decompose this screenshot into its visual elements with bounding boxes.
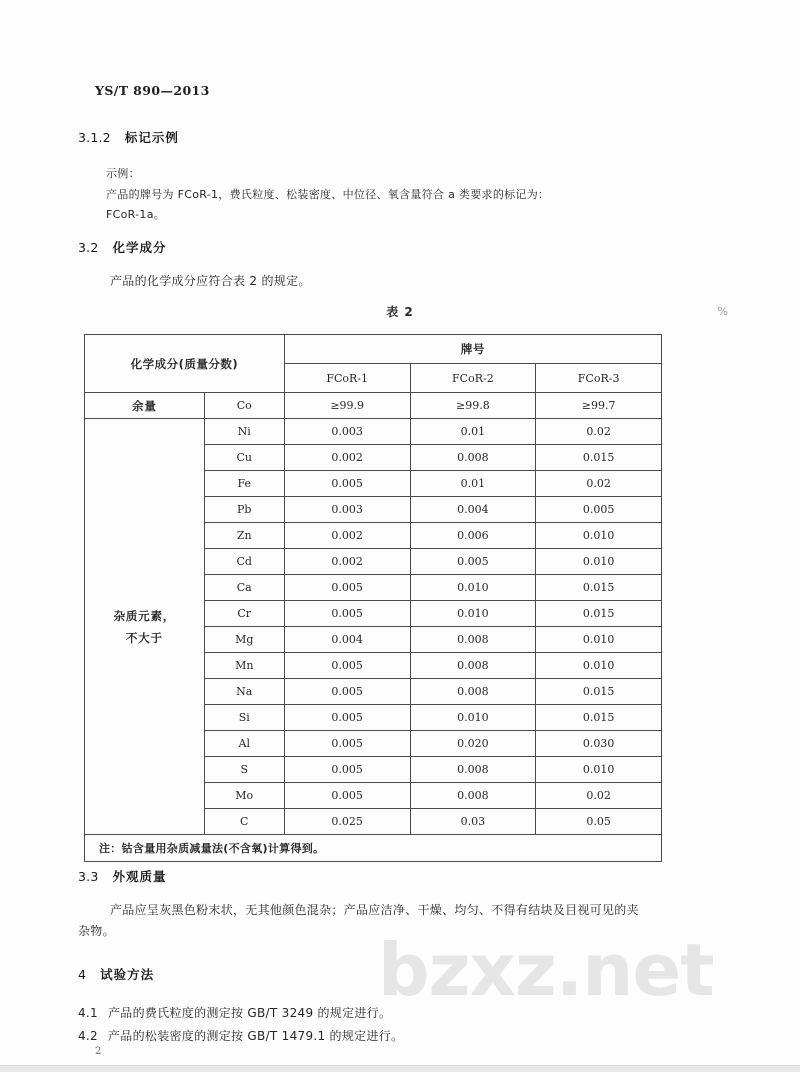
value-cell: 0.025 <box>284 809 410 835</box>
element-symbol: Zn <box>204 523 284 549</box>
element-symbol: Pb <box>204 497 284 523</box>
value-cell: 0.004 <box>410 497 536 523</box>
clause-title: 标记示例 <box>124 130 179 145</box>
group-label-impurity: 杂质元素， 不大于 <box>85 419 205 835</box>
example-line-1: 产品的牌号为 FCoR-1，费氏粒度、松装密度、中位径、氧含量符合 a 类要求的标记为： <box>106 188 550 201</box>
table-body <box>85 393 662 835</box>
appearance-body-line-1: 产品应呈灰黑色粉末状，无其他颜色混杂；产品应洁净、干燥、均匀、不得有结块及目视可见的夹 <box>110 903 639 917</box>
element-symbol: C <box>204 809 284 835</box>
value-cell: 0.008 <box>410 445 536 471</box>
element-symbol: Mo <box>204 783 284 809</box>
page-bottom-edge <box>0 1065 800 1072</box>
value-cell: ≥99.7 <box>536 393 662 419</box>
value-cell: 0.005 <box>410 549 536 575</box>
element-symbol: Ca <box>204 575 284 601</box>
group-label-balance: 余量 <box>85 393 205 419</box>
value-cell: 0.05 <box>536 809 662 835</box>
table-note-row <box>85 835 662 862</box>
clause-number: 4 <box>78 967 87 982</box>
header-composition: 化学成分(质量分数) <box>85 335 285 393</box>
site-watermark: bzxz.net <box>378 928 714 1012</box>
element-symbol: Al <box>204 731 284 757</box>
value-cell: 0.010 <box>410 601 536 627</box>
value-cell: 0.008 <box>410 627 536 653</box>
test-method-item-4-2 <box>78 1026 403 1047</box>
table-row <box>85 393 662 419</box>
example-label: 示例： <box>106 167 140 180</box>
value-cell: 0.015 <box>536 679 662 705</box>
value-cell: 0.005 <box>284 783 410 809</box>
value-cell: 0.02 <box>536 419 662 445</box>
value-cell: 0.006 <box>410 523 536 549</box>
value-cell: 0.015 <box>536 705 662 731</box>
value-cell: 0.002 <box>284 445 410 471</box>
value-cell: 0.005 <box>284 731 410 757</box>
item-number: 4.2 <box>78 1029 98 1043</box>
clause-number: 3.3 <box>78 869 99 884</box>
table-header-row-1 <box>85 335 662 364</box>
header-grade-fcor-2: FCoR-2 <box>410 364 536 393</box>
standard-number-header: YS/T 890—2013 <box>95 83 210 98</box>
table-row <box>85 419 662 445</box>
value-cell: 0.030 <box>536 731 662 757</box>
value-cell: 0.003 <box>284 497 410 523</box>
value-cell: 0.005 <box>284 653 410 679</box>
value-cell: 0.005 <box>284 679 410 705</box>
value-cell: 0.008 <box>410 679 536 705</box>
scan-edge-clip <box>662 330 668 830</box>
clause-title: 外观质量 <box>112 869 167 884</box>
element-symbol: Cd <box>204 549 284 575</box>
clause-title: 化学成分 <box>112 240 167 255</box>
value-cell: 0.002 <box>284 549 410 575</box>
element-symbol: Ni <box>204 419 284 445</box>
table-note: 注：钴含量用杂质减量法(不含氧)计算得到。 <box>85 835 662 862</box>
clause-number: 3.1.2 <box>78 130 111 145</box>
value-cell: 0.005 <box>284 575 410 601</box>
table-caption: 表 2 <box>386 305 414 319</box>
chemical-composition-body: 产品的化学成分应符合表 2 的规定。 <box>110 274 311 288</box>
element-symbol: Fe <box>204 471 284 497</box>
element-symbol: Mg <box>204 627 284 653</box>
value-cell: 0.005 <box>536 497 662 523</box>
value-cell: 0.005 <box>284 471 410 497</box>
header-grade-fcor-1: FCoR-1 <box>284 364 410 393</box>
header-grade-group: 牌号 <box>284 335 661 364</box>
value-cell: 0.003 <box>284 419 410 445</box>
clause-heading-3-2 <box>78 238 167 256</box>
clause-title: 试验方法 <box>100 967 155 982</box>
value-cell: ≥99.9 <box>284 393 410 419</box>
value-cell: 0.004 <box>284 627 410 653</box>
value-cell: 0.008 <box>410 783 536 809</box>
table-footer <box>85 835 662 862</box>
value-cell: 0.010 <box>536 653 662 679</box>
element-symbol: Mn <box>204 653 284 679</box>
value-cell: 0.005 <box>284 705 410 731</box>
value-cell: 0.03 <box>410 809 536 835</box>
appearance-body-line-2: 杂物。 <box>78 924 115 938</box>
clause-number: 3.2 <box>78 240 99 255</box>
value-cell: 0.005 <box>284 601 410 627</box>
item-text: 产品的松装密度的测定按 GB/T 1479.1 的规定进行。 <box>108 1029 404 1043</box>
value-cell: 0.010 <box>536 627 662 653</box>
element-symbol: Co <box>204 393 284 419</box>
value-cell: 0.015 <box>536 445 662 471</box>
element-symbol: Na <box>204 679 284 705</box>
value-cell: 0.002 <box>284 523 410 549</box>
value-cell: 0.010 <box>536 757 662 783</box>
value-cell: 0.010 <box>536 549 662 575</box>
page-number: 2 <box>95 1046 102 1057</box>
test-method-item-4-1 <box>78 1003 391 1024</box>
value-cell: 0.010 <box>410 705 536 731</box>
element-symbol: Cr <box>204 601 284 627</box>
clause-heading-3-1-2 <box>78 128 179 146</box>
value-cell: 0.02 <box>536 783 662 809</box>
value-cell: ≥99.8 <box>410 393 536 419</box>
value-cell: 0.015 <box>536 601 662 627</box>
element-symbol: Si <box>204 705 284 731</box>
item-text: 产品的费氏粒度的测定按 GB/T 3249 的规定进行。 <box>108 1006 392 1020</box>
value-cell: 0.008 <box>410 757 536 783</box>
clause-heading-3-3 <box>78 867 167 885</box>
element-symbol: S <box>204 757 284 783</box>
value-cell: 0.010 <box>410 575 536 601</box>
value-cell: 0.02 <box>536 471 662 497</box>
chemical-composition-table <box>84 334 662 862</box>
table-unit-label: % <box>717 305 728 318</box>
value-cell: 0.015 <box>536 575 662 601</box>
item-number: 4.1 <box>78 1006 98 1020</box>
element-symbol: Cu <box>204 445 284 471</box>
table-header <box>85 335 662 393</box>
value-cell: 0.010 <box>536 523 662 549</box>
value-cell: 0.005 <box>284 757 410 783</box>
header-grade-fcor-3: FCoR-3 <box>536 364 662 393</box>
example-line-2: FCoR-1a。 <box>106 208 166 221</box>
value-cell: 0.020 <box>410 731 536 757</box>
value-cell: 0.01 <box>410 419 536 445</box>
clause-heading-4 <box>78 965 154 983</box>
value-cell: 0.008 <box>410 653 536 679</box>
value-cell: 0.01 <box>410 471 536 497</box>
